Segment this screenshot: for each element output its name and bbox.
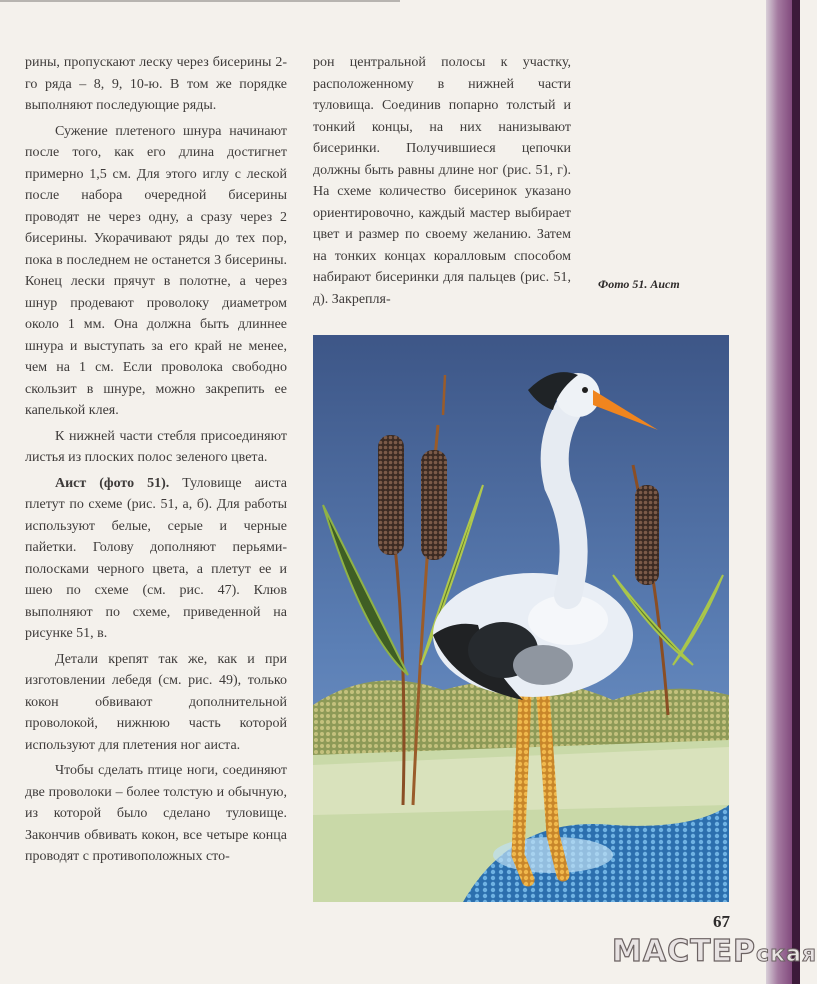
paragraph-bold-lead: Аист (фото 51). bbox=[55, 475, 170, 491]
middle-text-column bbox=[313, 52, 571, 314]
stork-illustration bbox=[313, 335, 729, 902]
paragraph: Сужение плетеного шнура начинают после того, как его длина достигнет примерно 1,5 см. Для этого иглу с леской после набора очередной бисерины проводят не через одну, а сразу через 2 бисерины. Укорачивают ряды до тех пор, пока в последнем не останется 3 бисерины. Конец лески прячут в полотне, а через шнур продевают проволоку диаметром около 1 мм. Она должна быть длиннее шнура и выступать за его край не менее, чем на 1 см. Если проволока свободно скользит в шнуре, можно закрепить ее капелькой клея. bbox=[25, 123, 287, 418]
paragraph: Детали крепят так же, как и при изготовлении лебедя (см. рис. 49), только кокон обвивают дополнительной проволокой, нижнюю часть которой используют для плетения ног аиста. bbox=[25, 651, 287, 753]
site-watermark bbox=[612, 934, 817, 969]
paragraph bbox=[25, 473, 287, 645]
stork-photo bbox=[313, 335, 729, 902]
left-text-column bbox=[25, 52, 287, 872]
watermark-part1: МАСТЕР bbox=[612, 934, 757, 969]
top-rule bbox=[0, 0, 400, 2]
paragraph-text: Туловище аиста плетут по схеме (рис. 51, а, б). Для работы используют белые, серые и черные пайетки. Голову дополняют перьями-полосками черного цвета, а плетут ее и шею по схеме (см. рис. 47). Клюв выполняют по схеме, приведенной на рисунке 51, в. bbox=[25, 475, 287, 641]
paragraph: Чтобы сделать птице ноги, соединяют две проволоки – более толстую и обычную, из которой было сделано туловище. Закончив обвивать кокон, все четыре конца проводят с противоположных сто- bbox=[25, 763, 287, 864]
paragraph: рон центральной полосы к участку, расположенному в нижней части туловища. Соединив попарно толстый и тонкий концы, на них нанизывают бисеринки. Получившиеся цепочки должны быть равны длине ног (рис. 51, г). На схеме количество бисеринок указано ориентировочно, каждый мастер выбирает цвет и размер по своему желанию. Затем на тонких концах коралловым способом набирают бисеринки для пальцев (рис. 51, д). Закрепля- bbox=[313, 55, 571, 307]
watermark-part2: ская bbox=[756, 942, 817, 967]
paragraph: К нижней части стебля присоединяют листья из плоских полос зеленого цвета. bbox=[25, 428, 287, 465]
page-number: 67 bbox=[713, 912, 730, 931]
paragraph: рины, пропускают леску через бисерины 2-го ряда – 8, 9, 10-ю. В том же порядке выполняют последующие ряды. bbox=[25, 55, 287, 113]
photo-caption: Фото 51. Аист bbox=[598, 277, 680, 291]
page-edge-shadow bbox=[792, 0, 800, 984]
